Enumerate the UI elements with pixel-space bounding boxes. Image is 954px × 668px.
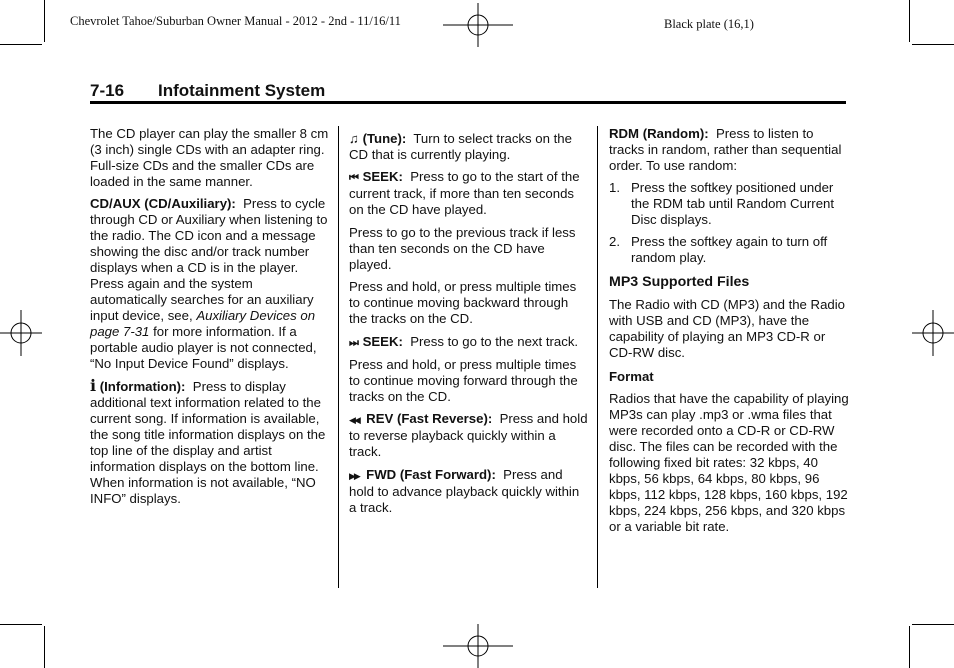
crop-mark xyxy=(912,624,954,625)
seek-forward-paragraph xyxy=(349,334,589,351)
manual-plate-info: Chevrolet Tahoe/Suburban Owner Manual - 2012 - 2nd - 11/16/11 xyxy=(70,14,401,28)
fast-forward-icon: ▶▶ xyxy=(349,470,359,481)
step-number: 2. xyxy=(609,234,620,250)
step-text: Press the softkey again to turn off random play. xyxy=(631,234,828,266)
column-2 xyxy=(349,126,589,522)
column-3 xyxy=(609,126,849,542)
seek-back-icon: ⏮ xyxy=(349,172,359,185)
tune-paragraph xyxy=(349,131,589,163)
info-paragraph xyxy=(90,379,330,507)
seek-forward-label: SEEK: xyxy=(362,333,403,349)
seek-back-label: SEEK: xyxy=(362,169,403,185)
list-item xyxy=(609,234,849,266)
cdaux-label: CD/AUX (CD/Auxiliary): xyxy=(90,196,236,212)
black-plate-label: Black plate (16,1) xyxy=(664,17,754,31)
reverse-text: Press and hold to reverse playback quickly within a track. xyxy=(349,411,588,460)
cdaux-text: Press to cycle through CD or Auxiliary when listening to the radio. The CD icon and a message showing the disc and/or track number displays when a CD is in the player. Press again and the system automatically searches for an auxiliary input device, see, xyxy=(90,196,328,324)
mp3-heading: MP3 Supported Files xyxy=(609,274,750,291)
random-steps-list xyxy=(609,180,849,266)
column-divider xyxy=(338,126,339,588)
section-header xyxy=(90,81,846,101)
crop-mark xyxy=(909,626,910,668)
seek-forward-text: Press to go to the next track. xyxy=(410,333,579,349)
registration-mark-top xyxy=(443,3,513,47)
cdaux-paragraph xyxy=(90,196,330,372)
format-heading: Format xyxy=(609,369,654,385)
reverse-label: REV (Fast Reverse): xyxy=(366,411,493,427)
registration-mark-left xyxy=(0,310,42,356)
info-text: Press to display additional text information related to the current song. If information is available, the song title information displays on the top line of the display and artist information displays on the bottom line. When information is not available, “NO INFO” displays. xyxy=(90,378,326,506)
info-icon: ℹ xyxy=(90,377,97,395)
auxiliary-devices-link[interactable]: Auxiliary Devices on page 7-31 xyxy=(90,308,316,340)
hold-forward-paragraph: Press and hold, or press multiple times to continue moving forward through the tracks on the CD. xyxy=(349,356,578,404)
step-number: 1. xyxy=(609,180,620,196)
crop-mark xyxy=(44,626,45,668)
crop-mark xyxy=(44,0,45,42)
previous-track-paragraph: Press to go to the previous track if less than ten seconds on the CD have played. xyxy=(349,224,576,272)
fast-reverse-icon: ◀◀ xyxy=(349,415,359,426)
crop-mark xyxy=(0,624,42,625)
cdaux-text-2: for more information. If a portable audio player is not connected, “No Input Device Found” displays. xyxy=(90,324,317,372)
column-1 xyxy=(90,126,330,513)
crop-mark xyxy=(912,44,954,45)
format-paragraph: Radios that have the capability of playing MP3s can play .mp3 or .wma files that were recorded onto a CD-R or CD-RW disc. The files can be recorded with the following fixed bit rates: 32 kbps, 40 kbps, 56 kbps, 64 kbps, 80 kbps, 96 kbps, 112 kbps, 128 kbps, 160 kbps, 192 kbps, 224 kbps, 256 kbps, and 320 kbps or a variable bit rate. xyxy=(609,391,849,535)
tune-text: Turn to select tracks on the CD that is currently playing. xyxy=(349,131,572,162)
header-rule xyxy=(90,101,846,104)
registration-mark-right xyxy=(912,310,954,356)
info-label: (Information): xyxy=(99,378,186,394)
registration-mark-bottom xyxy=(443,624,513,668)
forward-label: FWD (Fast Forward): xyxy=(366,466,496,482)
random-text: Press to listen to tracks in random, rather than sequential order. To use random: xyxy=(609,126,842,173)
crop-mark xyxy=(909,0,910,42)
seek-forward-icon: ⏭ xyxy=(349,336,359,349)
seek-back-text: Press to go to the start of the current track, if more than ten seconds on the CD have played. xyxy=(349,169,580,218)
reverse-paragraph xyxy=(349,411,589,460)
list-item xyxy=(609,180,849,228)
mp3-paragraph: The Radio with CD (MP3) and the Radio with USB and CD (MP3), have the capability of playing an MP3 CD-R or CD-RW disc. xyxy=(609,297,846,361)
random-label: RDM (Random): xyxy=(609,126,709,141)
tune-label: (Tune): xyxy=(362,131,407,146)
random-paragraph xyxy=(609,126,849,174)
cd-intro-paragraph: The CD player can play the smaller 8 cm (3 inch) single CDs with an adapter ring. Full-size CDs and the smaller CDs are loaded in the same manner. xyxy=(90,126,329,189)
crop-mark xyxy=(0,44,42,45)
section-title: Infotainment System xyxy=(158,81,326,100)
hold-backward-paragraph: Press and hold, or press multiple times to continue moving backward through the tracks on the CD. xyxy=(349,279,577,327)
column-divider xyxy=(597,126,598,588)
step-text: Press the softkey positioned under the RDM tab until Random Current Disc displays. xyxy=(631,180,835,228)
forward-text: Press and hold to advance playback quickly within a track. xyxy=(349,466,580,515)
tune-icon: ♫ xyxy=(349,131,359,146)
page-number: 7-16 xyxy=(90,81,125,100)
seek-back-paragraph xyxy=(349,169,589,218)
forward-paragraph xyxy=(349,467,589,516)
